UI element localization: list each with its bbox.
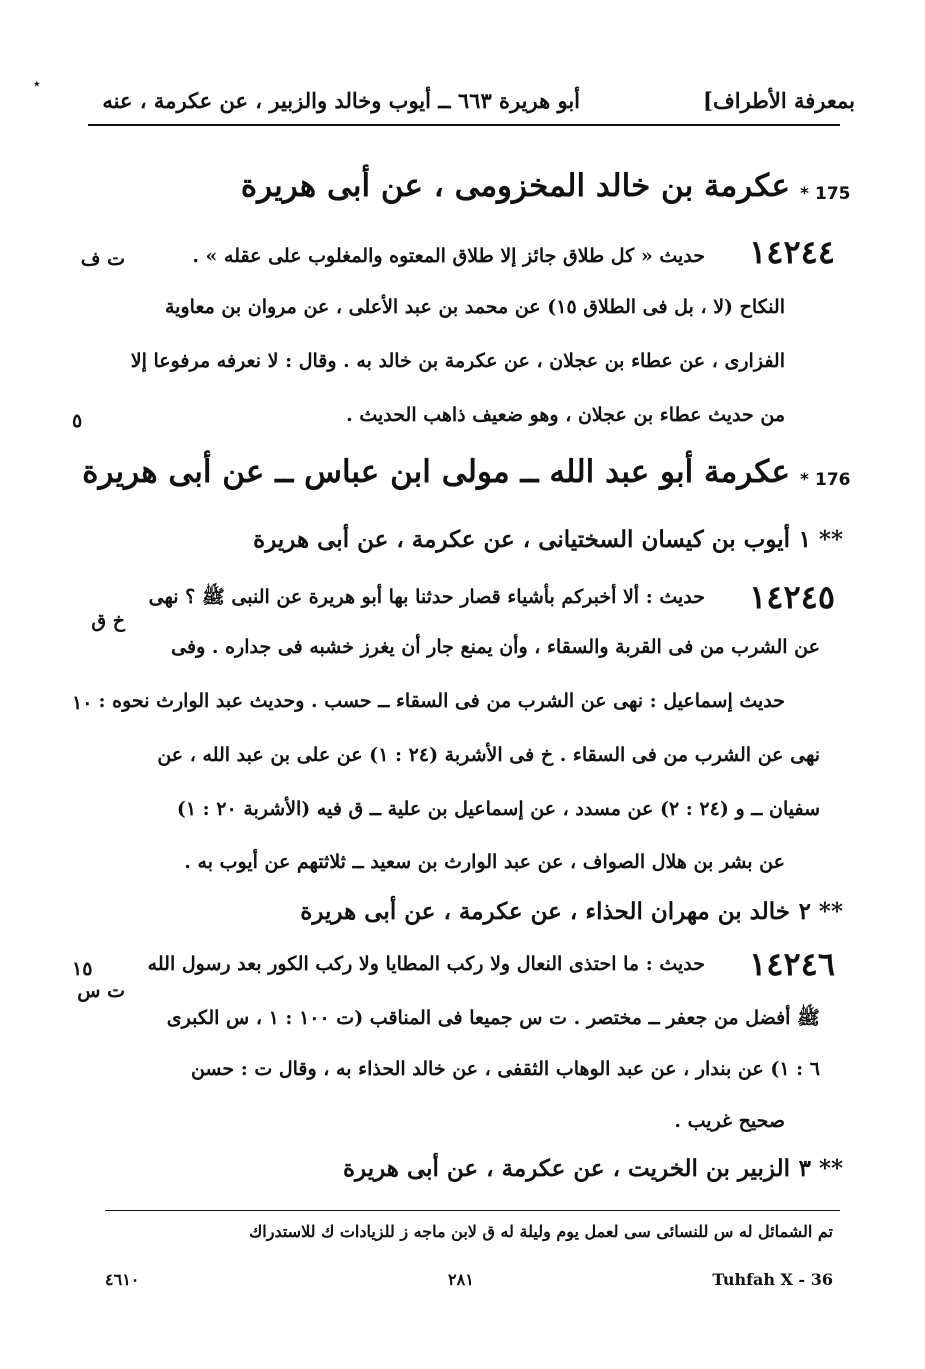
hadith-line: حديث : ما احتذى النعال ولا ركب المطايا ولا ركب الكور بعد رسول الله	[147, 953, 705, 975]
hadith-line: عن بشر بن هلال الصواف ، عن عبد الوارث بن سعيد ــ ثلاثتهم عن أيوب به .	[184, 851, 785, 873]
hadith-line: من حديث عطاء بن عجلان ، وهو ضعيف ذاهب الحديث .	[346, 404, 785, 426]
hadith-line: حديث : ألا أخبركم بأشياء قصار حدثنا بها أبو هريرة عن النبى ﷺ ؟ نهى	[148, 586, 705, 608]
hadith-line: سفيان ــ و (٢٤ : ٢) عن مسدد ، عن إسماعيل بن علية ــ ق فيه (الأشربة ٢٠ : ١)	[176, 798, 820, 820]
subsection-marker: ٢ **	[798, 898, 843, 925]
section-title: عكرمة بن خالد المخزومى ، عن أبى هريرة	[240, 168, 790, 204]
hadith-sigla: ت ف	[80, 248, 125, 270]
hadith-line: ﷺ أفضل من جعفر ــ مختصر . ت س جميعا فى المناقب (ت ١٠٠ : ١ ، س الكبرى	[166, 1007, 820, 1029]
hadith-sigla: خ ق	[91, 610, 125, 632]
subsection-title: الزبير بن الخريت ، عن عكرمة ، عن أبى هريرة	[342, 1155, 790, 1182]
hadith-line: حديث إسماعيل : نهى عن الشرب من فى السقاء ــ حسب . وحديث عبد الوارث نحوه :	[98, 690, 785, 712]
hadith-line: عن الشرب من فى القربة والسقاء ، وأن يمنع جار أن يغرز خشبه فى جداره . وفى	[171, 636, 820, 658]
subsection-marker: ١ **	[798, 526, 843, 553]
line-marker: ١٥	[72, 958, 93, 980]
subsection-title: خالد بن مهران الحذاء ، عن عكرمة ، عن أبى هريرة	[300, 898, 790, 925]
footer-number: ٤٦١٠	[105, 1270, 140, 1289]
section-number: 175	[815, 184, 851, 204]
footnote-rule	[105, 1210, 840, 1211]
subsection-title: أيوب بن كيسان السختيانى ، عن عكرمة ، عن أبى هريرة	[253, 526, 790, 553]
abbreviation-key: تم الشمائل له س للنسائى سى لعمل يوم وليلة له ق لابن ماجه ز للزيادات ك للاستدراك	[249, 1222, 833, 1241]
hadith-number: ١٤٢٤٥	[749, 578, 835, 616]
hadith-line: حديث « كل طلاق جائز إلا طلاق المعتوه والمغلوب على عقله » .	[192, 245, 705, 267]
hadith-line: صحيح غريب .	[674, 1110, 785, 1132]
header-right: بمعرفة الأطراف]	[703, 88, 855, 113]
hadith-number: ١٤٢٤٤	[749, 233, 835, 271]
line-marker: ٥	[72, 410, 83, 432]
hadith-sigla: ت س	[77, 980, 125, 1002]
line-marker: ١٠	[72, 692, 93, 714]
star-marker: *	[800, 184, 809, 204]
header-rule	[88, 124, 840, 126]
header-center: أبو هريرة ٦٦٣ ــ أيوب وخالد والزبير ، عن عكرمة ، عنه	[102, 88, 580, 113]
hadith-number: ١٤٢٤٦	[749, 945, 835, 983]
hadith-line: نهى عن الشرب من فى السقاء . خ فى الأشربة (٢٤ : ١) عن على بن عبد الله ، عن	[157, 744, 820, 766]
page-number: ٢٨١	[448, 1270, 474, 1289]
section-title: عكرمة أبو عبد الله ــ مولى ابن عباس ــ عن أبى هريرة	[82, 454, 790, 490]
hadith-line: النكاح (لا ، بل فى الطلاق ١٥) عن محمد بن عبد الأعلى ، عن مروان بن معاوية	[165, 296, 785, 318]
star-marker: *	[800, 470, 809, 490]
hadith-line: ٦ : ١) عن بندار ، عن عبد الوهاب الثقفى ، عن خالد الحذاء به ، وقال ت : حسن	[190, 1058, 820, 1080]
section-number: 176	[815, 470, 851, 490]
hadith-line: الفزارى ، عن عطاء بن عجلان ، عن عكرمة بن خالد به . وقال : لا نعرفه مرفوعا إلا	[130, 350, 785, 372]
volume-marker: Tuhfah X - 36	[712, 1270, 833, 1289]
subsection-marker: ٣ **	[798, 1155, 843, 1182]
header-mark: ٭	[33, 76, 41, 92]
